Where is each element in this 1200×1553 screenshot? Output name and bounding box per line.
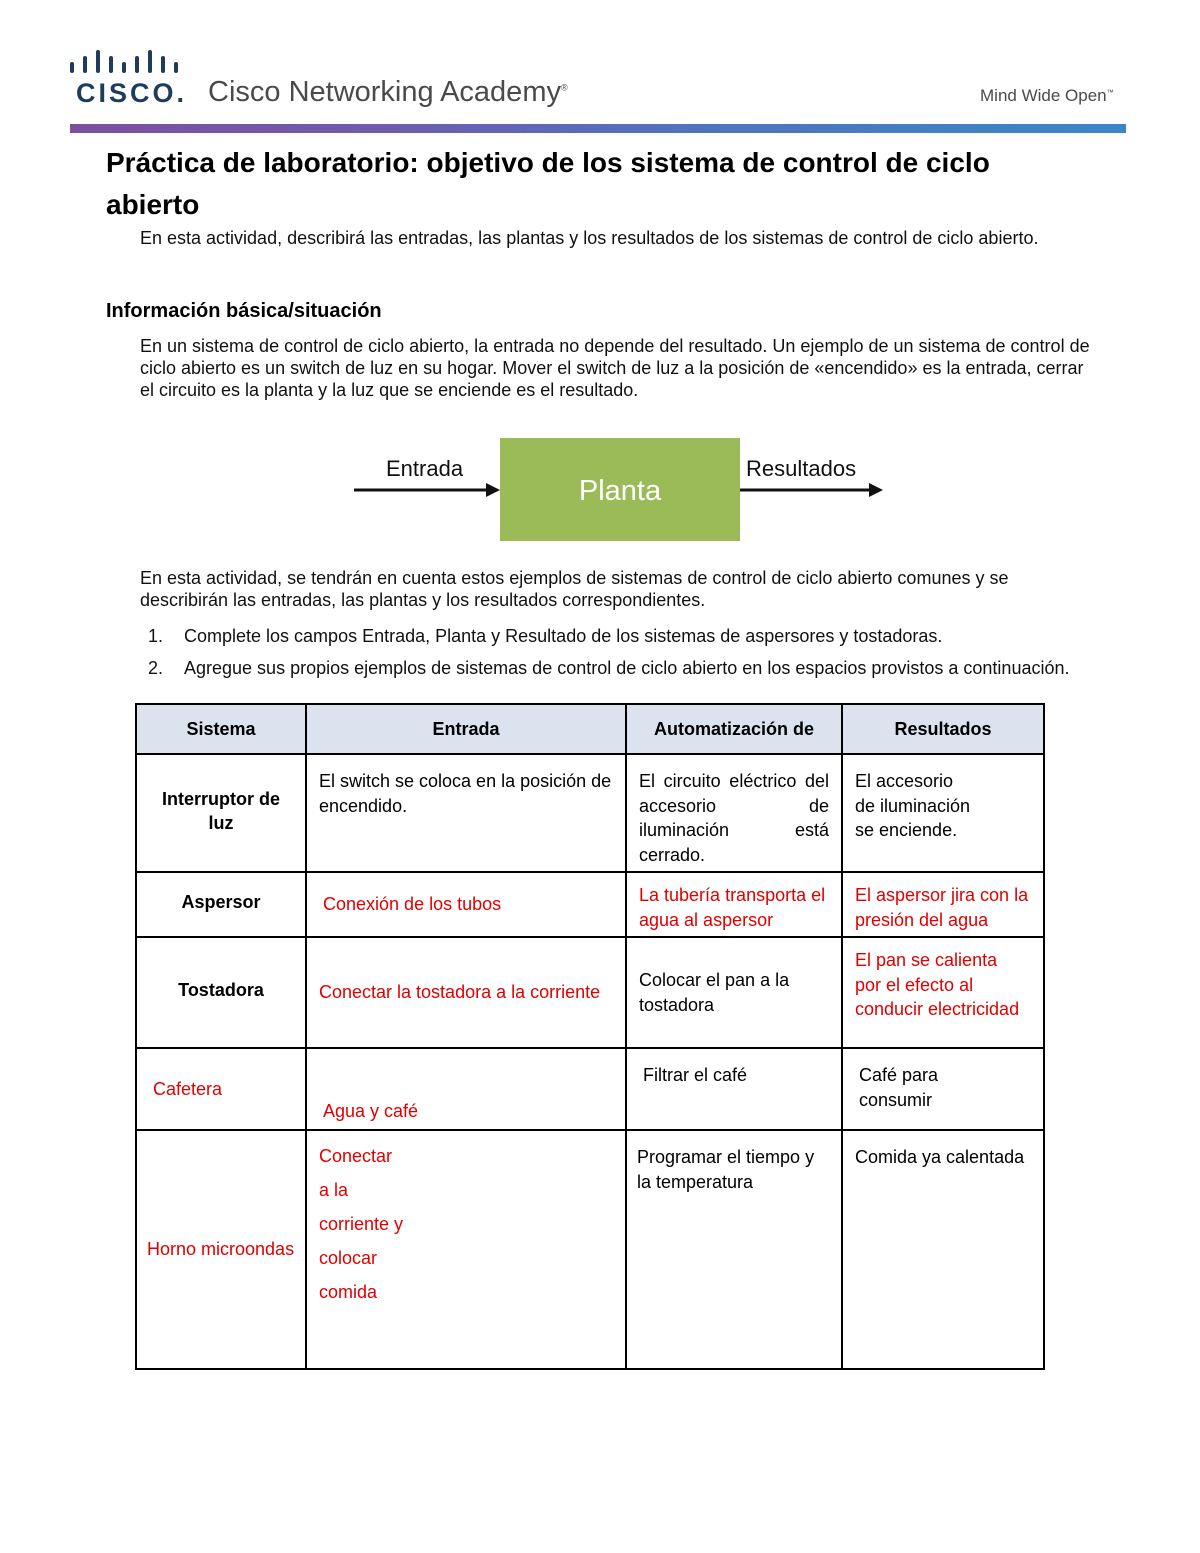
open-loop-diagram	[350, 430, 890, 550]
brand-name: Cisco Networking Academy®	[208, 76, 568, 108]
plant-cell: La tubería transporta el agua al aspersor	[639, 885, 826, 930]
list-item: 1. Complete los campos Entrada, Planta y Resultado de los sistemas de aspersores y tostadoras.	[140, 625, 1090, 649]
output-cell: Café para consumir	[859, 1065, 939, 1110]
background-paragraph: En un sistema de control de ciclo abierto, la entrada no depende del resultado. Un ejemplo de un sistema de control de ciclo abierto es un switch de luz en su hogar. Mover el switch de luz a la posición de «encendido» es la entrada, cerrar el circuito es la planta y la luz que se enciende es el resultado.	[140, 336, 1090, 400]
table-row	[136, 1130, 1044, 1369]
table-row	[136, 937, 1044, 1048]
plant-cell: Colocar el pan a la tostadora	[639, 970, 790, 1015]
input-cell: Conectar la tostadora a la corriente	[319, 982, 601, 1003]
page-title: Práctica de laboratorio: objetivo de los sistema de control de ciclo abierto	[106, 147, 990, 220]
input-arrow-head-icon	[486, 483, 500, 497]
list-item: 2. Agregue sus propios ejemplos de sistemas de control de ciclo abierto en los espacios provistos a continuación.	[140, 657, 1090, 703]
activity-paragraph: En esta actividad, se tendrán en cuenta estos ejemplos de sistemas de control de ciclo abierto comunes y se describirán las entradas, las plantas y los resultados correspondientes.	[140, 568, 1009, 610]
output-cell: El accesorio de iluminación se enciende.	[855, 771, 971, 840]
output-arrow-head-icon	[869, 483, 883, 497]
step-text: Agregue sus propios ejemplos de sistemas de control de ciclo abierto en los espacios provistos a continuación.	[184, 658, 1070, 678]
output-cell: Comida ya calentada	[855, 1147, 1025, 1167]
system-cell: Aspersor	[181, 892, 261, 913]
system-cell: Horno microondas	[147, 1239, 295, 1260]
header-divider	[70, 124, 1126, 133]
system-cell: Interruptor de luz	[161, 788, 280, 833]
output-cell: El aspersor jira con la presión del agua	[855, 885, 1029, 930]
systems-table	[135, 703, 1045, 1370]
output-cell: El pan se calienta por el efecto al conducir electricidad	[855, 950, 1020, 1019]
table-row	[136, 872, 1044, 937]
tagline: Mind Wide Open™	[980, 86, 1114, 105]
table-row	[136, 754, 1044, 872]
plant-cell: Filtrar el café	[643, 1065, 748, 1085]
header-entrada: Entrada	[306, 704, 626, 754]
section-heading: Información básica/situación	[106, 300, 382, 322]
diagram-plant-label: Planta	[578, 475, 662, 507]
intro-paragraph: En esta actividad, describirá las entradas, las plantas y los resultados de los sistemas de control de ciclo abierto.	[140, 228, 1039, 248]
input-cell: Conectar a la corriente y colocar comida	[319, 1146, 404, 1302]
system-cell: Tostadora	[178, 980, 264, 1001]
plant-cell: El circuito eléctrico del accesorio de iluminación está cerrado.	[639, 771, 829, 865]
input-cell: El switch se coloca en la posición de encendido.	[319, 771, 612, 816]
diagram-output-label: Resultados	[746, 456, 857, 481]
input-cell: Conexión de los tubos	[323, 894, 502, 915]
diagram-input-label: Entrada	[386, 456, 464, 481]
header-automatizacion: Automatización de	[626, 704, 842, 754]
step-text: Complete los campos Entrada, Planta y Resultado de los sistemas de aspersores y tostadoras.	[184, 626, 943, 646]
table-row	[136, 1048, 1044, 1130]
header-resultados: Resultados	[842, 704, 1044, 754]
plant-cell: Programar el tiempo y la temperatura	[637, 1147, 815, 1192]
header-sistema: Sistema	[136, 704, 306, 754]
cisco-logo-wordmark: CISCO.	[76, 78, 188, 108]
cisco-logo-bars-icon	[70, 46, 180, 78]
system-cell: Cafetera	[153, 1078, 223, 1099]
input-cell: Agua y café	[323, 1100, 419, 1121]
table-header-row	[136, 704, 1044, 754]
